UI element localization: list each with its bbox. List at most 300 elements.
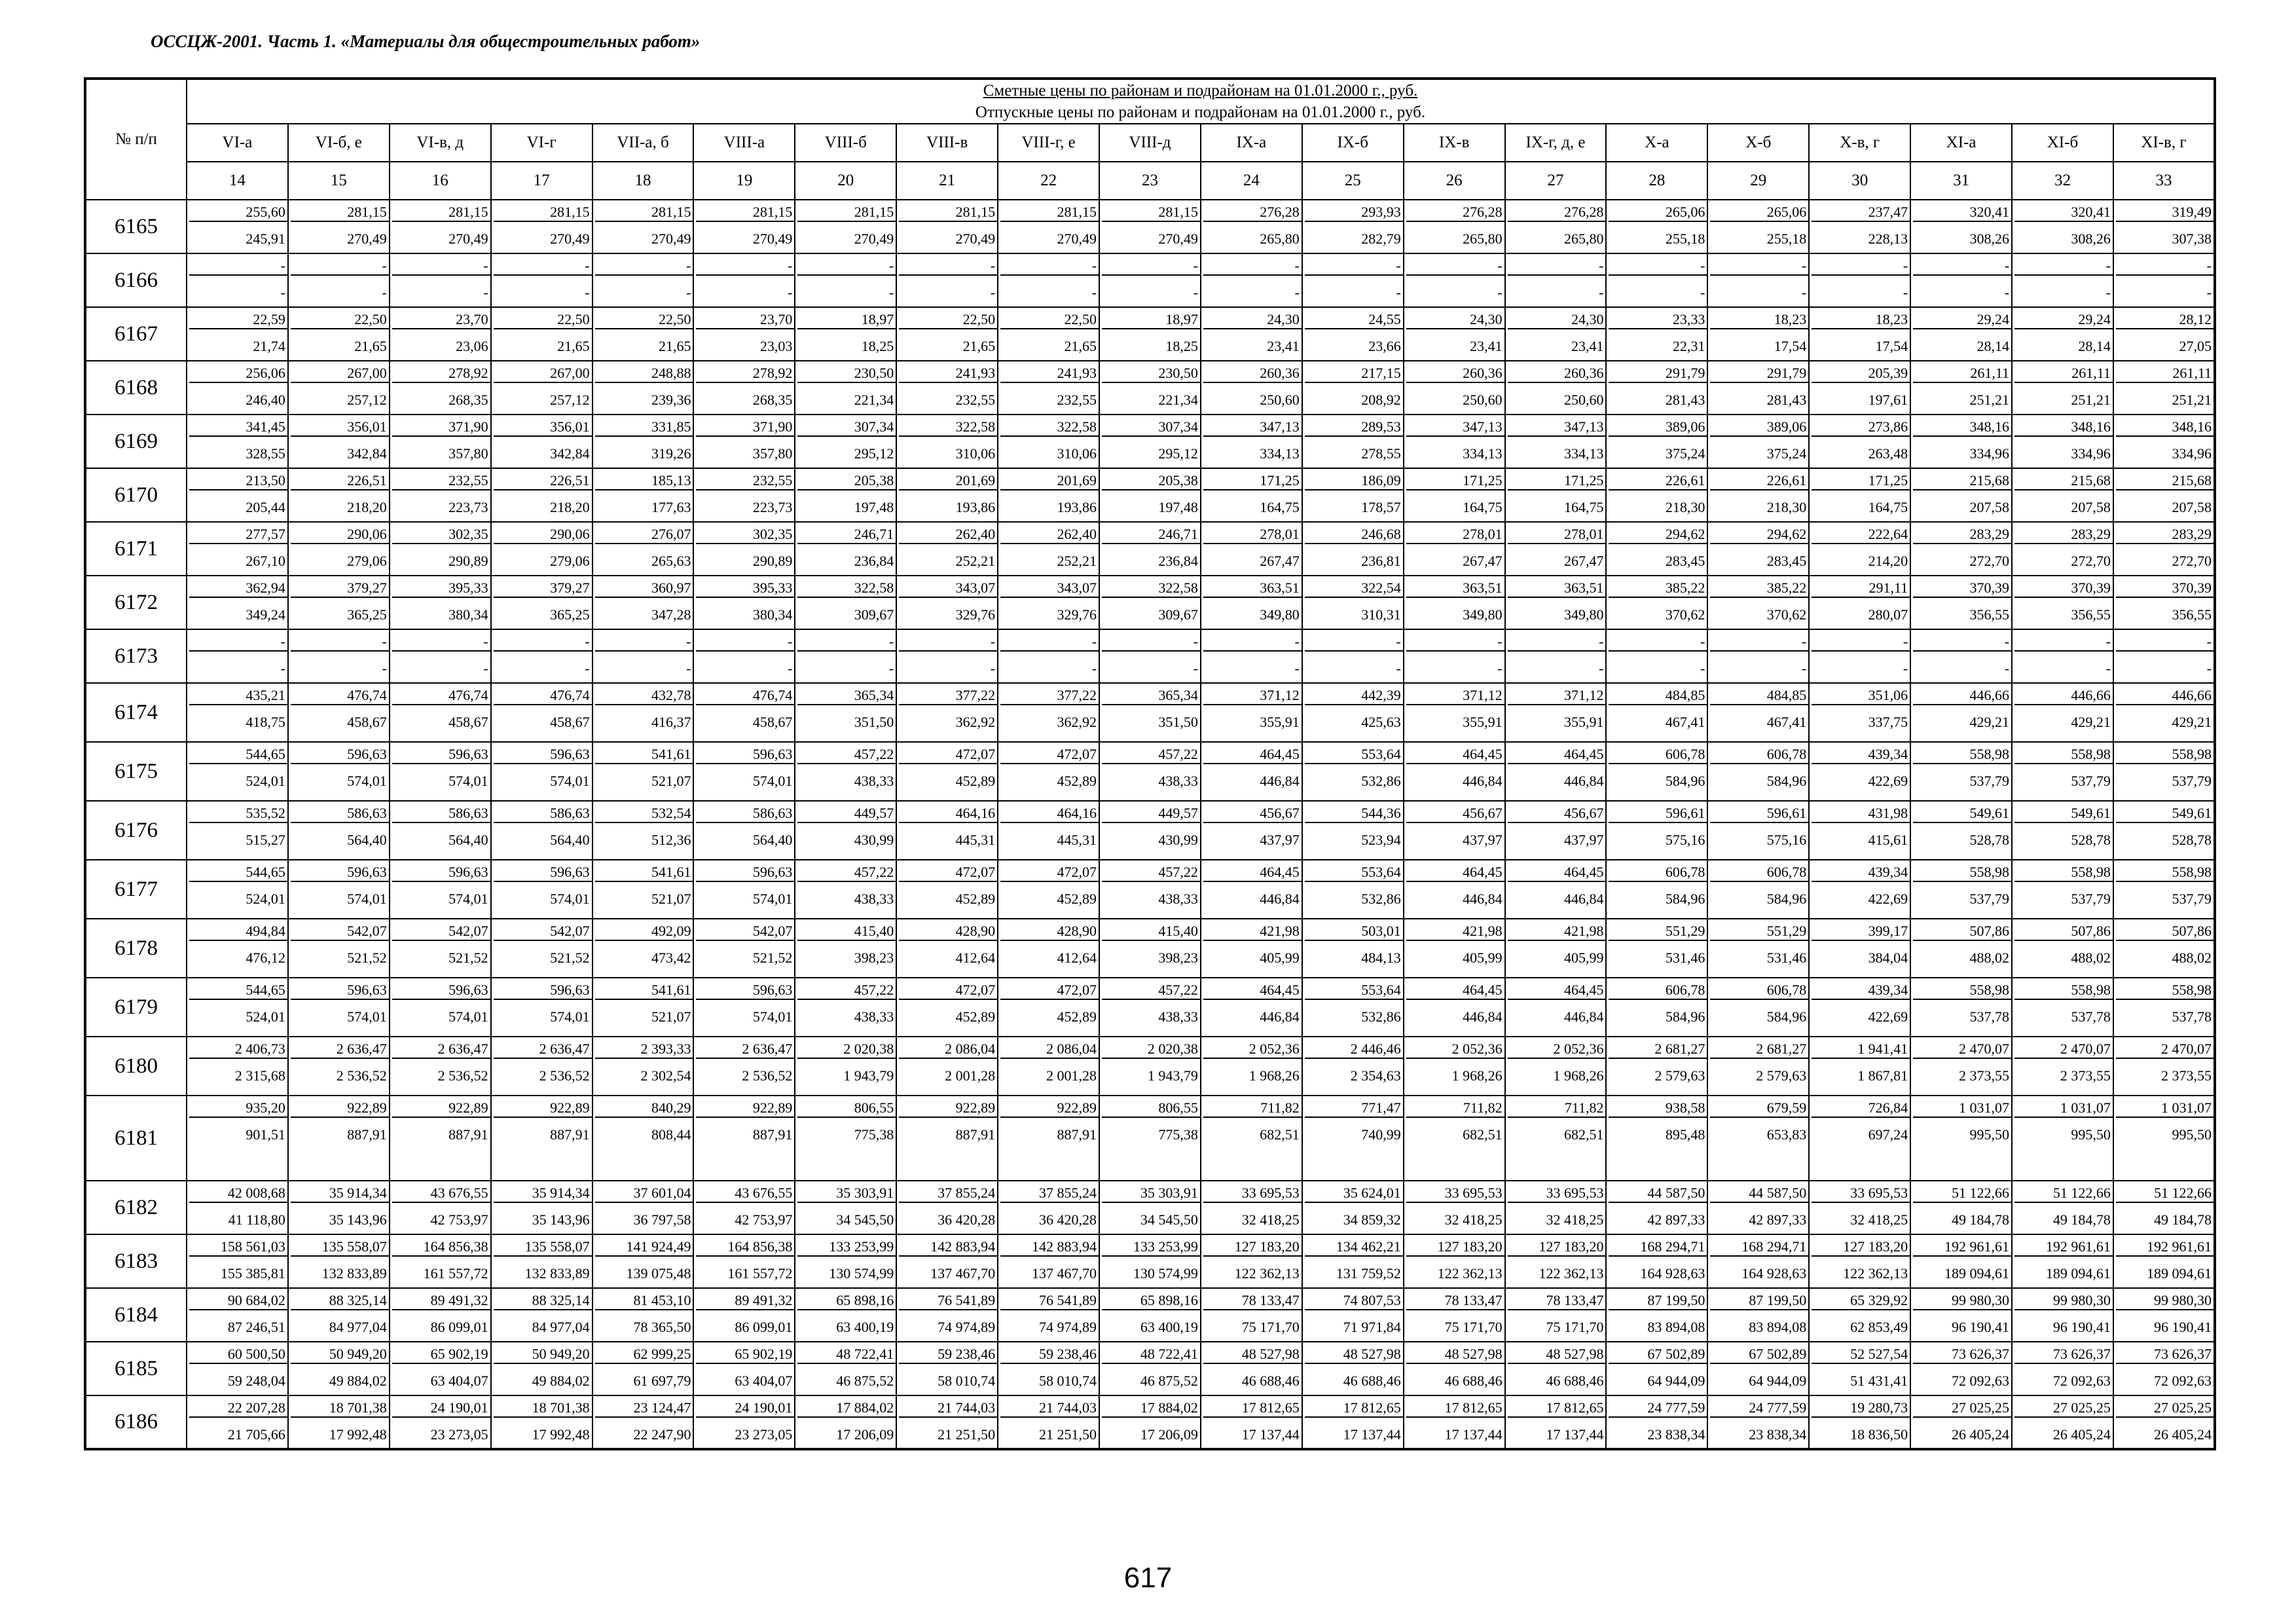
estimated-price: 922,89 (291, 1100, 389, 1118)
release-price: 1 867,81 (1857, 1067, 1908, 1084)
price-cell (491, 919, 592, 978)
price-cell (1809, 683, 1910, 742)
release-price: 438,33 (854, 773, 894, 789)
estimated-price: 558,98 (2014, 747, 2113, 764)
price-cell (288, 361, 390, 415)
release-price: 574,01 (448, 891, 488, 907)
price-cell (1302, 742, 1404, 801)
estimated-price: 606,78 (1609, 864, 1707, 882)
estimated-price: 48 527,98 (1406, 1346, 1504, 1364)
estimated-price: 322,58 (1000, 419, 1099, 437)
estimated-price: 29,24 (1913, 312, 2011, 329)
release-price: 282,79 (1361, 231, 1401, 247)
price-cell (1302, 200, 1404, 253)
column-header: VII-а, б (592, 124, 694, 162)
price-cell (1099, 683, 1201, 742)
release-price: 46 688,46 (1444, 1373, 1503, 1389)
price-cell (390, 1037, 491, 1096)
estimated-price: 18,97 (1102, 312, 1200, 329)
release-price: 267,47 (1260, 553, 1300, 569)
estimated-price: 260,36 (1406, 365, 1504, 383)
price-cell (693, 683, 795, 742)
table-row (85, 1181, 2215, 1234)
price-cell (1809, 1037, 1910, 1096)
release-price: 370,62 (1665, 606, 1705, 623)
release-price: 1 968,26 (1248, 1067, 1300, 1084)
price-cell (2012, 801, 2113, 860)
release-price: 34 545,50 (836, 1211, 894, 1228)
price-cell (1302, 978, 1404, 1037)
price-cell (896, 629, 998, 683)
estimated-price: 291,11 (1812, 580, 1910, 598)
release-price: 58 010,74 (1039, 1373, 1097, 1389)
estimated-price: 606,78 (1710, 982, 1808, 1000)
estimated-price: 78 133,47 (1203, 1293, 1302, 1310)
estimated-price: 596,61 (1710, 805, 1808, 823)
estimated-price: 596,63 (696, 982, 794, 1000)
price-cell (390, 1234, 491, 1288)
estimated-price: 464,45 (1508, 982, 1606, 1000)
row-number: 6184 (85, 1288, 187, 1342)
release-price: 458,67 (550, 714, 590, 730)
estimated-price: 127 183,20 (1508, 1239, 1606, 1257)
price-cell (1404, 361, 1505, 415)
estimated-price: 370,39 (2116, 580, 2214, 598)
estimated-price: 51 122,66 (2014, 1185, 2113, 1203)
estimated-price: 711,82 (1406, 1100, 1504, 1118)
column-header: X-а (1606, 124, 1707, 162)
price-cell (1099, 1181, 1201, 1234)
estimated-price: - (1102, 634, 1200, 652)
estimated-price: 415,40 (797, 923, 896, 941)
estimated-price: 37 601,04 (595, 1185, 693, 1203)
price-cell (592, 860, 694, 919)
release-price: 310,31 (1361, 606, 1401, 623)
release-price: 239,36 (651, 392, 691, 408)
price-cell (998, 919, 1099, 978)
estimated-price: 343,07 (899, 580, 997, 598)
price-cell (187, 1342, 288, 1395)
release-price: 23,66 (1368, 338, 1401, 354)
price-cell (1201, 522, 1302, 576)
price-cell (187, 253, 288, 307)
table-body (85, 200, 2215, 1449)
estimated-price: 395,33 (696, 580, 794, 598)
price-cell (187, 200, 288, 253)
release-price: 584,96 (1766, 773, 1807, 789)
estimated-price: 276,28 (1508, 204, 1606, 222)
price-cell (2012, 307, 2113, 361)
price-cell (1910, 253, 2012, 307)
estimated-price: 65 898,16 (1102, 1293, 1200, 1310)
price-cell (288, 1234, 390, 1288)
release-price: 17 137,44 (1343, 1426, 1401, 1443)
estimated-price: 377,22 (1000, 688, 1099, 705)
estimated-price: 549,61 (2116, 805, 2214, 823)
price-cell (491, 1181, 592, 1234)
estimated-price: 351,06 (1812, 688, 1910, 705)
price-cell (1707, 683, 1809, 742)
release-price: 2 354,63 (1350, 1067, 1401, 1084)
price-cell (1606, 1234, 1707, 1288)
release-price: 193,86 (955, 499, 996, 515)
release-price: 17 137,44 (1241, 1426, 1300, 1443)
estimated-price: 99 980,30 (2014, 1293, 2113, 1310)
estimated-price: 192 961,61 (2116, 1239, 2214, 1257)
estimated-price: - (1913, 258, 2011, 276)
estimated-price: 260,36 (1203, 365, 1302, 383)
release-price: 775,38 (1158, 1126, 1198, 1143)
release-price: 270,49 (1158, 231, 1198, 247)
estimated-price: 464,45 (1203, 747, 1302, 764)
price-cell (2012, 200, 2113, 253)
price-cell (187, 1181, 288, 1234)
release-price: - (1193, 284, 1198, 301)
price-cell (1910, 415, 2012, 468)
price-cell (998, 683, 1099, 742)
price-cell (1809, 742, 1910, 801)
price-cell (1910, 361, 2012, 415)
price-cell (2113, 576, 2215, 629)
price-cell (592, 1342, 694, 1395)
estimated-price: 192 961,61 (1913, 1239, 2011, 1257)
estimated-price: 606,78 (1710, 864, 1808, 882)
estimated-price: 50 949,20 (291, 1346, 389, 1364)
estimated-price: 596,63 (494, 864, 592, 882)
release-price: 446,84 (1260, 1008, 1300, 1025)
price-cell (288, 629, 390, 683)
estimated-price: 456,67 (1406, 805, 1504, 823)
release-price: 476,12 (246, 950, 285, 966)
estimated-price: 596,61 (1609, 805, 1707, 823)
price-cell (1201, 1037, 1302, 1096)
release-price: 446,84 (1260, 891, 1300, 907)
release-price: 265,63 (651, 553, 691, 569)
release-price: 452,89 (1057, 891, 1097, 907)
release-price: 521,52 (550, 950, 590, 966)
release-price: 319,26 (651, 445, 691, 462)
estimated-price: 23,70 (392, 312, 490, 329)
estimated-price: 472,07 (1000, 864, 1099, 882)
release-price: - (2105, 284, 2111, 301)
release-price: 272,70 (2172, 553, 2212, 569)
price-cell (187, 978, 288, 1037)
table-row (85, 860, 2215, 919)
price-cell (1606, 978, 1707, 1037)
release-price: 887,91 (347, 1126, 387, 1143)
release-price: - (1903, 660, 1908, 676)
price-cell (1302, 576, 1404, 629)
release-price: 347,28 (651, 606, 691, 623)
price-cell (1099, 415, 1201, 468)
release-price: 808,44 (651, 1126, 691, 1143)
release-price: 362,92 (955, 714, 996, 730)
price-cell (1201, 1096, 1302, 1181)
release-price: - (1801, 660, 1807, 676)
price-cell (998, 1181, 1099, 1234)
table-row (85, 361, 2215, 415)
release-price: 682,51 (1260, 1126, 1300, 1143)
release-price: 64 944,09 (1749, 1373, 1807, 1389)
estimated-price: - (1710, 634, 1808, 652)
price-cell (2012, 1096, 2113, 1181)
price-cell (896, 576, 998, 629)
release-price: - (2206, 284, 2212, 301)
estimated-price: 2 681,27 (1609, 1041, 1707, 1059)
estimated-price: 806,55 (1102, 1100, 1200, 1118)
price-cell (693, 919, 795, 978)
price-cell (1707, 576, 1809, 629)
release-price: 75 171,70 (1546, 1319, 1604, 1335)
price-cell (2113, 1234, 2215, 1288)
estimated-price: 363,51 (1203, 580, 1302, 598)
estimated-price: 73 626,37 (2116, 1346, 2214, 1364)
release-price: 887,91 (1057, 1126, 1097, 1143)
release-price: 488,02 (2172, 950, 2212, 966)
estimated-price: 456,67 (1508, 805, 1606, 823)
estimated-price: 464,45 (1406, 864, 1504, 882)
release-price: 473,42 (651, 950, 691, 966)
title-row (85, 79, 2215, 124)
release-price: 653,83 (1766, 1126, 1807, 1143)
price-cell (1404, 253, 1505, 307)
release-price: 697,24 (1868, 1126, 1908, 1143)
price-cell (1099, 307, 1201, 361)
estimated-price: 17 812,65 (1406, 1400, 1504, 1418)
estimated-price: 771,47 (1305, 1100, 1403, 1118)
release-price: 528,78 (2071, 832, 2111, 848)
estimated-price: 371,90 (392, 419, 490, 437)
estimated-price: 2 636,47 (696, 1041, 794, 1059)
estimated-price: 127 183,20 (1406, 1239, 1504, 1257)
release-price: - (686, 284, 691, 301)
price-cell (1606, 468, 1707, 522)
row-number: 6176 (85, 801, 187, 860)
estimated-price: 679,59 (1710, 1100, 1808, 1118)
estimated-price: 237,47 (1812, 204, 1910, 222)
price-cell (592, 1096, 694, 1181)
release-price: - (1497, 660, 1503, 676)
estimated-price: 201,69 (1000, 473, 1099, 490)
price-cell (187, 1096, 288, 1181)
price-cell (1302, 1181, 1404, 1234)
release-price: 279,06 (550, 553, 590, 569)
price-cell (1809, 860, 1910, 919)
release-price: 995,50 (1969, 1126, 2010, 1143)
release-price: 270,49 (854, 231, 894, 247)
estimated-price: 48 527,98 (1203, 1346, 1302, 1364)
column-number: 14 (187, 162, 288, 200)
release-price: - (1700, 660, 1705, 676)
release-price: 207,58 (2071, 499, 2111, 515)
estimated-price: 278,01 (1406, 526, 1504, 544)
release-price: 438,33 (1158, 891, 1198, 907)
release-price: 41 118,80 (228, 1211, 285, 1228)
price-cell (1201, 253, 1302, 307)
price-cell (1302, 683, 1404, 742)
estimated-price: 356,01 (494, 419, 592, 437)
release-price: 268,35 (448, 392, 488, 408)
price-cell (693, 1342, 795, 1395)
price-cell (288, 801, 390, 860)
estimated-price: 2 636,47 (494, 1041, 592, 1059)
price-cell (693, 415, 795, 468)
price-cell (1404, 742, 1505, 801)
estimated-price: 50 949,20 (494, 1346, 592, 1364)
price-cell (1302, 860, 1404, 919)
price-cell (2113, 361, 2215, 415)
price-cell (1505, 468, 1607, 522)
estimated-price: 2 020,38 (797, 1041, 896, 1059)
release-price: 398,23 (1158, 950, 1198, 966)
release-price: 515,27 (246, 832, 285, 848)
estimated-price: 168 294,71 (1710, 1239, 1808, 1257)
price-cell (1201, 1181, 1302, 1234)
estimated-price: - (392, 258, 490, 276)
release-price: 329,76 (1057, 606, 1097, 623)
release-price: 122 362,13 (1843, 1265, 1908, 1282)
estimated-price: - (291, 258, 389, 276)
release-price: 26 405,24 (2052, 1426, 2111, 1443)
column-header: X-в, г (1809, 124, 1910, 162)
price-cell (1201, 860, 1302, 919)
estimated-price: 60 500,50 (189, 1346, 287, 1364)
release-price: 521,07 (651, 1008, 691, 1025)
estimated-price: 78 133,47 (1406, 1293, 1504, 1310)
estimated-price: 35 914,34 (494, 1185, 592, 1203)
estimated-price: 596,63 (696, 864, 794, 882)
price-cell (1707, 1395, 1809, 1449)
release-price: 524,01 (246, 891, 285, 907)
release-price: 236,84 (854, 553, 894, 569)
estimated-price: 476,74 (696, 688, 794, 705)
price-cell (1707, 307, 1809, 361)
estimated-price: 472,07 (899, 864, 997, 882)
release-price: 137 467,70 (1032, 1265, 1097, 1282)
price-cell (1302, 307, 1404, 361)
release-price: 446,84 (1463, 1008, 1503, 1025)
release-price: 270,49 (1057, 231, 1097, 247)
release-price: - (888, 284, 894, 301)
estimated-price: 293,93 (1305, 204, 1403, 222)
release-price: 250,60 (1463, 392, 1503, 408)
estimated-price: 65 902,19 (696, 1346, 794, 1364)
release-price: 23 838,34 (1749, 1426, 1807, 1443)
price-cell (998, 468, 1099, 522)
price-cell (998, 801, 1099, 860)
estimated-price: 81 453,10 (595, 1293, 693, 1310)
price-cell (390, 415, 491, 468)
estimated-price: - (2116, 258, 2214, 276)
release-price: 21 705,66 (227, 1426, 285, 1443)
price-cell (795, 576, 896, 629)
estimated-price: 457,22 (1102, 982, 1200, 1000)
table-row (85, 629, 2215, 683)
price-cell (896, 468, 998, 522)
table-row (85, 1288, 2215, 1342)
price-cell (896, 1234, 998, 1288)
release-price: 281,43 (1766, 392, 1807, 408)
price-cell (592, 1037, 694, 1096)
release-price: 405,99 (1260, 950, 1300, 966)
estimated-price: 215,68 (2116, 473, 2214, 490)
price-cell (795, 200, 896, 253)
estimated-price: 840,29 (595, 1100, 693, 1118)
price-cell (795, 860, 896, 919)
estimated-price: 21 744,03 (899, 1400, 997, 1418)
price-cell (1809, 200, 1910, 253)
price-cell (1606, 629, 1707, 683)
price-cell (288, 253, 390, 307)
price-cell (491, 307, 592, 361)
price-cell (1707, 629, 1809, 683)
release-price: 574,01 (550, 891, 590, 907)
estimated-price: - (494, 634, 592, 652)
price-cell (1809, 1288, 1910, 1342)
price-cell (2012, 522, 2113, 576)
price-cell (390, 522, 491, 576)
estimated-price: 283,29 (2116, 526, 2214, 544)
release-price: 74 974,89 (1039, 1319, 1097, 1335)
estimated-price: 432,78 (595, 688, 693, 705)
estimated-price: 51 122,66 (1913, 1185, 2011, 1203)
release-price: - (2105, 660, 2111, 676)
estimated-price: - (696, 634, 794, 652)
release-price: 251,21 (2071, 392, 2111, 408)
release-price: 23,41 (1470, 338, 1503, 354)
price-cell (491, 742, 592, 801)
release-price: 18,25 (1165, 338, 1198, 354)
price-cell (2113, 522, 2215, 576)
column-number: 17 (491, 162, 592, 200)
estimated-price: 164 856,38 (392, 1239, 490, 1257)
estimated-price: 320,41 (2014, 204, 2113, 222)
price-cell (998, 629, 1099, 683)
release-price: 437,97 (1563, 832, 1604, 848)
release-price: 524,01 (246, 773, 285, 789)
estimated-price: 281,15 (899, 204, 997, 222)
estimated-price: 319,49 (2116, 204, 2214, 222)
estimated-price: 133 253,99 (797, 1239, 896, 1257)
release-price: 564,40 (347, 832, 387, 848)
estimated-price: 464,45 (1203, 864, 1302, 882)
estimated-price: 2 681,27 (1710, 1041, 1808, 1059)
estimated-price: - (595, 258, 693, 276)
release-price: 278,55 (1361, 445, 1401, 462)
price-cell (1201, 1342, 1302, 1395)
release-price: 257,12 (550, 392, 590, 408)
estimated-price: 472,07 (899, 747, 997, 764)
price-cell (2113, 1288, 2215, 1342)
release-price: 532,86 (1361, 773, 1401, 789)
estimated-price: - (291, 634, 389, 652)
title-line-estimated: Сметные цены по районам и подрайонам на 01.01.2000 г., руб. (983, 82, 1418, 100)
estimated-price: 922,89 (696, 1100, 794, 1118)
price-cell (2113, 629, 2215, 683)
price-cell (896, 1395, 998, 1449)
release-price: 83 894,08 (1749, 1319, 1807, 1335)
release-price: 2 373,55 (2060, 1067, 2111, 1084)
price-cell (592, 307, 694, 361)
release-price: - (990, 284, 996, 301)
column-number: 25 (1302, 162, 1404, 200)
release-price: 208,92 (1361, 392, 1401, 408)
price-cell (1910, 522, 2012, 576)
price-cell (1302, 1395, 1404, 1449)
price-cell (1302, 522, 1404, 576)
estimated-price: 322,58 (899, 419, 997, 437)
estimated-price: 439,34 (1812, 982, 1910, 1000)
